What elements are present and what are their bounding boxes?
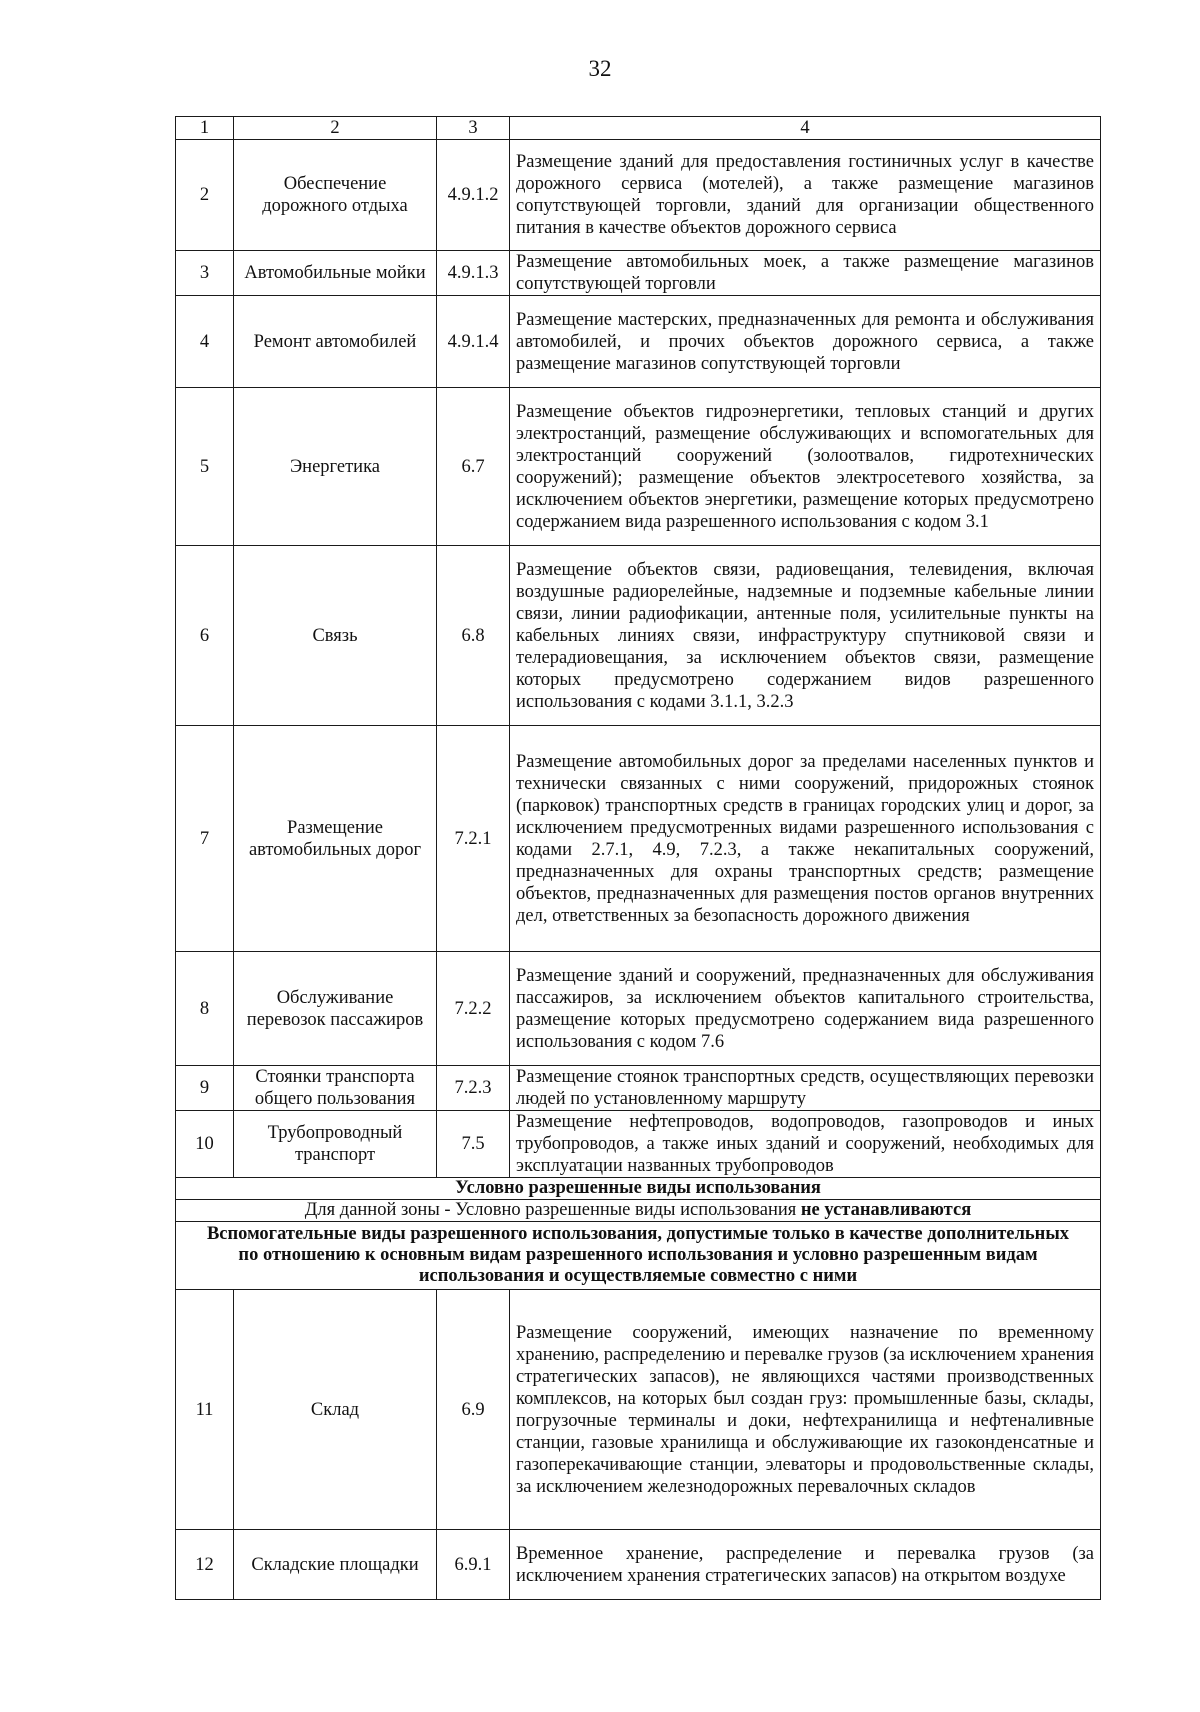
- use-type-code: 6.7: [437, 388, 510, 546]
- use-type-description: Размещение стоянок транспортных средств, осуществляющих перевозки людей по установленному маршруту: [510, 1066, 1101, 1111]
- row-number: 12: [176, 1530, 234, 1600]
- use-type-code: 7.2.1: [437, 726, 510, 952]
- row-number: 4: [176, 296, 234, 388]
- use-type-description: Размещение нефтепроводов, водопроводов, газопроводов и иных трубопроводов, а также иных зданий и сооружений, необходимых для эксплуатации названных трубопроводов: [510, 1111, 1101, 1178]
- land-use-table: [175, 116, 1101, 1600]
- use-type-name: Энергетика: [234, 388, 437, 546]
- table-row: [176, 726, 1101, 952]
- row-number: 3: [176, 251, 234, 296]
- table-row: [176, 296, 1101, 388]
- use-type-description: Размещение мастерских, предназначенных для ремонта и обслуживания автомобилей, и прочих объектов дорожного сервиса, а также размещение магазинов сопутствующей торговли: [510, 296, 1101, 388]
- use-type-name: Обслуживание перевозок пассажиров: [234, 952, 437, 1066]
- use-type-description: Размещение объектов гидроэнергетики, тепловых станций и других электростанций, размещение обслуживающих и вспомогательных для электростанций сооружений (золоотвалов, гидротехнических сооружений); размещение объектов электросетевого хозяйства, за исключением объектов энергетики, размещение которых предусмотрено содержанием вида разрешенного использования с кодом 3.1: [510, 388, 1101, 546]
- section-heading-auxiliary: Вспомогательные виды разрешенного использования, допустимые только в качестве дополнительных по отношению к основным видам разрешенного использования и условно разрешенным видам использования и осуществляемые совместно с ними: [176, 1222, 1101, 1290]
- zone-note-row: [176, 1200, 1101, 1222]
- use-type-code: 6.9: [437, 1290, 510, 1530]
- use-type-code: 6.9.1: [437, 1530, 510, 1600]
- row-number: 10: [176, 1111, 234, 1178]
- use-type-name: Ремонт автомобилей: [234, 296, 437, 388]
- use-type-name: Стоянки транспорта общего пользования: [234, 1066, 437, 1111]
- zone-note: [176, 1200, 1101, 1222]
- section-heading-row: [176, 1178, 1101, 1200]
- use-type-name: Склад: [234, 1290, 437, 1530]
- use-type-name: Размещение автомобильных дорог: [234, 726, 437, 952]
- row-number: 7: [176, 726, 234, 952]
- table-row: [176, 952, 1101, 1066]
- section-heading-row: [176, 1222, 1101, 1290]
- zone-note-emphasis: не устанавливаются: [800, 1200, 972, 1220]
- column-header: 4: [510, 117, 1101, 140]
- table-row: [176, 1290, 1101, 1530]
- column-header: 3: [437, 117, 510, 140]
- table-row: [176, 1530, 1101, 1600]
- use-type-description: Размещение зданий и сооружений, предназначенных для обслуживания пассажиров, за исключением объектов капитального строительства, размещение которых предусмотрено содержанием вида разрешенного использования с кодом 7.6: [510, 952, 1101, 1066]
- table-row: [176, 388, 1101, 546]
- row-number: 6: [176, 546, 234, 726]
- use-type-code: 7.2.2: [437, 952, 510, 1066]
- column-header: 2: [234, 117, 437, 140]
- use-type-name: Трубопроводный транспорт: [234, 1111, 437, 1178]
- use-type-code: 4.9.1.2: [437, 140, 510, 251]
- use-type-description: Размещение объектов связи, радиовещания, телевидения, включая воздушные радиорелейные, надземные и подземные кабельные линии связи, линии радиофикации, антенные поля, усилительные пункты на кабельных линиях связи, инфраструктуру спутниковой связи и телерадиовещания, за исключением объектов связи, размещение которых предусмотрено содержанием видов разрешенного использования с кодами 3.1.1, 3.2.3: [510, 546, 1101, 726]
- table-row: [176, 546, 1101, 726]
- zone-note-prefix: Для данной зоны - Условно разрешенные виды использования: [304, 1200, 801, 1220]
- row-number: 8: [176, 952, 234, 1066]
- use-type-name: Связь: [234, 546, 437, 726]
- use-type-description: Размещение зданий для предоставления гостиничных услуг в качестве дорожного сервиса (мотелей), а также размещение магазинов сопутствующей торговли, зданий для организации общественного питания в качестве объектов дорожного сервиса: [510, 140, 1101, 251]
- table-row: [176, 1111, 1101, 1178]
- use-type-name: Обеспечение дорожного отдыха: [234, 140, 437, 251]
- table-header-row: [176, 117, 1101, 140]
- row-number: 5: [176, 388, 234, 546]
- column-header: 1: [176, 117, 234, 140]
- row-number: 11: [176, 1290, 234, 1530]
- use-type-code: 6.8: [437, 546, 510, 726]
- table-row: [176, 251, 1101, 296]
- use-type-code: 4.9.1.4: [437, 296, 510, 388]
- use-type-name: Автомобильные мойки: [234, 251, 437, 296]
- use-type-description: Размещение автомобильных моек, а также размещение магазинов сопутствующей торговли: [510, 251, 1101, 296]
- use-type-description: Размещение автомобильных дорог за пределами населенных пунктов и технически связанных с ними сооружений, придорожных стоянок (парковок) транспортных средств в границах городских улиц и дорог, за исключением предусмотренных видами разрешенного использования с кодами 2.7.1, 4.9, 7.2.3, а также некапитальных сооружений, предназначенных для охраны транспортных средств; размещение объектов, предназначенных для размещения постов органов внутренних дел, ответственных за безопасность дорожного движения: [510, 726, 1101, 952]
- use-type-description: Размещение сооружений, имеющих назначение по временному хранению, распределению и перевалке грузов (за исключением хранения стратегических запасов), не являющихся частями производственных комплексов, на которых был создан груз: промышленные базы, склады, погрузочные терминалы и доки, нефтехранилища и нефтеналивные станции, газовые хранилища и обслуживающие их газоконденсатные и газоперекачивающие станции, элеваторы и продовольственные склады, за исключением железнодорожных перевалочных складов: [510, 1290, 1101, 1530]
- use-type-code: 7.5: [437, 1111, 510, 1178]
- row-number: 9: [176, 1066, 234, 1111]
- use-type-code: 4.9.1.3: [437, 251, 510, 296]
- section-heading-conditional: Условно разрешенные виды использования: [176, 1178, 1101, 1200]
- row-number: 2: [176, 140, 234, 251]
- use-type-code: 7.2.3: [437, 1066, 510, 1111]
- table-row: [176, 1066, 1101, 1111]
- use-type-name: Складские площадки: [234, 1530, 437, 1600]
- use-type-description: Временное хранение, распределение и перевалка грузов (за исключением хранения стратегических запасов) на открытом воздухе: [510, 1530, 1101, 1600]
- page-number: 32: [588, 56, 612, 81]
- table-row: [176, 140, 1101, 251]
